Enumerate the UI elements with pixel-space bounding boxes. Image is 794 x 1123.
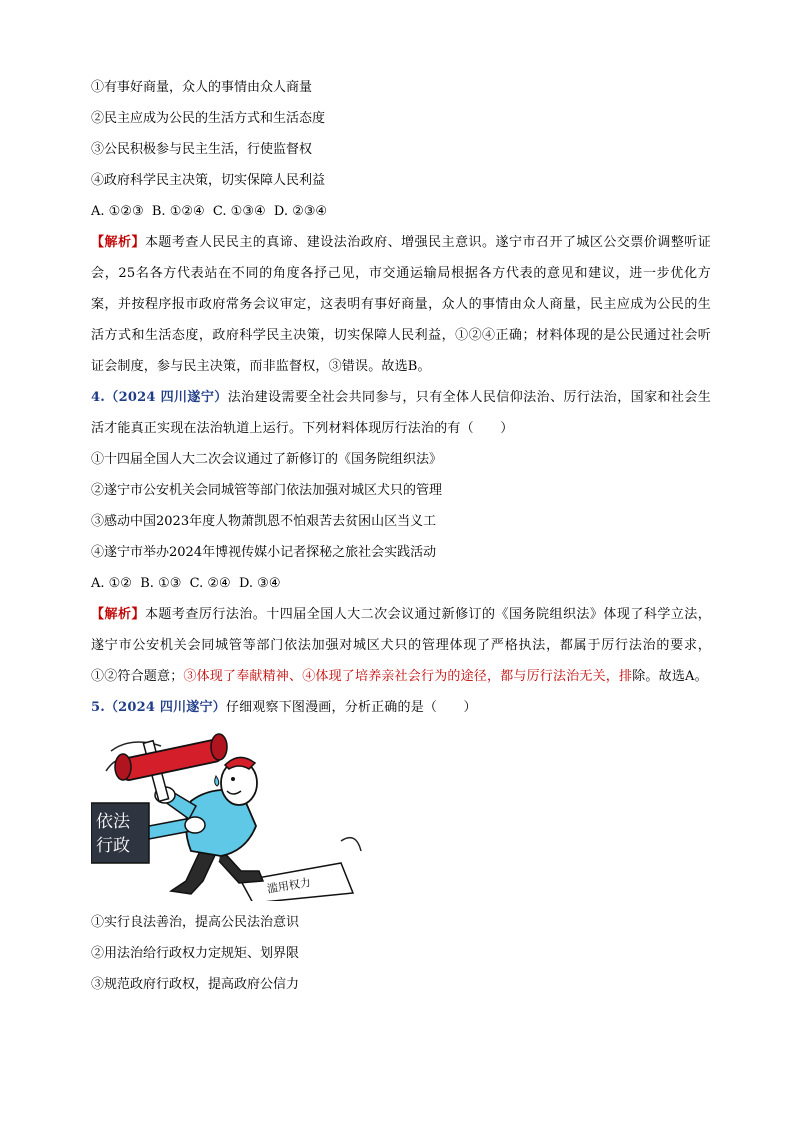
q4-stem — [91, 382, 711, 444]
gavel-icon — [115, 734, 227, 781]
q3-option-1: ①有事好商量，众人的事情由众人商量 — [91, 80, 313, 95]
comic-illustration — [91, 731, 371, 901]
sign-board — [91, 803, 149, 863]
q5-stem — [91, 692, 711, 723]
comic-paper-text: 滥用权力 — [266, 875, 312, 896]
q4-option-4: ④遂宁市举办2024年博视传媒小记者探秘之旅社会实践活动 — [91, 545, 437, 560]
q3-option-3: ③公民积极参与民主生活，行使监督权 — [91, 142, 313, 157]
q4-option-3: ③感动中国2023年度人物萧凯恩不怕艰苦去贫困山区当义工 — [91, 514, 437, 529]
q4-analysis-end: 除。故选A。 — [632, 669, 708, 684]
q4-option-2: ②遂宁市公安机关会同城管等部门依法加强对城区犬只的管理 — [91, 483, 443, 498]
q4-analysis-red-text: ③体现了奉献精神、④体现了培养亲社会行为的途径，都与厉行法治无关，排 — [183, 669, 633, 684]
q4-analysis-text: 本题考查厉行法治。十四届全国人大二次会议通过新修订的《国务院组织法》体现了科学立法，遂宁市公安机关会同城管等部门依法加强对城区犬只的管理体现了严格执法，都属于厉行法治的要求，①②符合题意； — [91, 607, 711, 684]
q3-analysis — [91, 227, 711, 382]
q3-choices: A. ①②③ B. ①②④ C. ①③④ D. ②③④ — [91, 204, 328, 219]
q5-option-1: ①实行良法善治，提高公民法治意识 — [91, 915, 300, 930]
q4-stem-text: 法治建设需要全社会共同参与，只有全体人民信仰法治、厉行法治，国家和社会生活才能真正实现在法治轨道上运行。下列材料体现厉行法治的有（ ） — [91, 390, 711, 436]
q5-option-3: ③规范政府行政权，提高政府公信力 — [91, 977, 300, 992]
q3-analysis-text: 本题考查人民民主的真谛、建设法治政府、增强民主意识。遂宁市召开了城区公交票价调整听证会，25名各方代表站在不同的角度各抒己见，市交通运输局根据各方代表的意见和建议，进一步优化方案，并按程序报市政府常务会议审定，这表明有事好商量，众人的事情由众人商量，民主应成为公民的生活方式和生活态度，政府科学民主决策，切实保障人民利益，①②④正确；材料体现的是公民通过社会听证会制度，参与民主决策，而非监督权，③错误。故选B。 — [91, 235, 711, 374]
analysis-tag: 【解析】 — [91, 607, 145, 622]
document-page — [91, 72, 711, 1000]
q4-option-1: ①十四届全国人大二次会议通过了新修订的《国务院组织法》 — [91, 452, 443, 467]
q4-choices: A. ①② B. ①③ C. ②④ D. ③④ — [91, 576, 281, 591]
q5-option-2: ②用法治给行政权力定规矩、划界限 — [91, 946, 300, 961]
comic-sign-line-2: 行政 — [96, 836, 130, 856]
q3-option-4: ④政府科学民主决策，切实保障人民利益 — [91, 173, 326, 188]
q5-stem-text: 仔细观察下图漫画，分析正确的是（ ） — [225, 700, 477, 715]
q3-option-2: ②民主应成为公民的生活方式和生活态度 — [91, 111, 326, 126]
analysis-tag: 【解析】 — [91, 235, 145, 250]
q5-number: 5.（2024 四川遂宁） — [91, 700, 226, 715]
q4-number: 4.（2024 四川遂宁） — [91, 390, 228, 405]
q4-analysis — [91, 599, 711, 692]
comic-sign-line-1: 依法 — [96, 812, 130, 832]
